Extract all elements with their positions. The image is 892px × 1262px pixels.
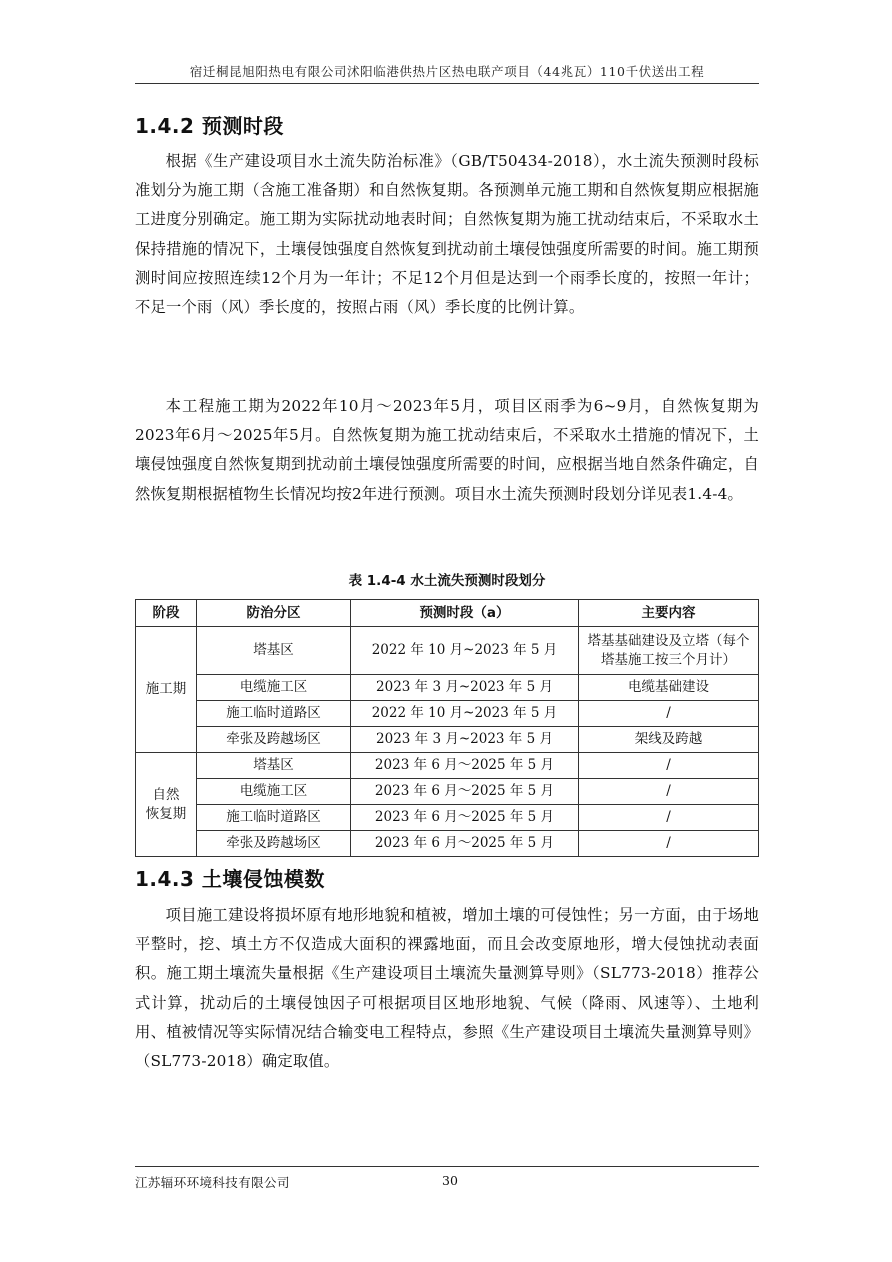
cell-area: 施工临时道路区: [197, 701, 351, 727]
cell-area: 电缆施工区: [197, 779, 351, 805]
table-row: [136, 831, 759, 857]
cell-period: 2022 年 10 月~2023 年 5 月: [351, 701, 579, 727]
cell-content: 电缆基础建设: [579, 675, 759, 701]
header-area: 防治分区: [197, 600, 351, 627]
table-row: [136, 753, 759, 779]
stage-natural-recovery: [136, 753, 197, 857]
table-row: [136, 627, 759, 675]
cell-area: 电缆施工区: [197, 675, 351, 701]
stage-natural-recovery-line2: 恢复期: [145, 805, 187, 822]
stage-construction: 施工期: [136, 627, 197, 753]
page-number: 30: [442, 1173, 458, 1188]
cell-area: 塔基区: [197, 627, 351, 675]
cell-content: /: [579, 701, 759, 727]
paragraph-soil-erosion-modulus: 项目施工建设将损坏原有地形地貌和植被，增加土壤的可侵蚀性；另一方面，由于场地平整时，挖、填土方不仅造成大面积的裸露地面，而且会改变原地形，增大侵蚀扰动表面积。施工期土壤流失量根据《生产建设项目土壤流失量测算导则》（SL773-2018）推荐公式计算，扰动后的土壤侵蚀因子可根据项目区地形地貌、气候（降雨、风速等）、土地利用、植被情况等实际情况结合输变电工程特点，参照《生产建设项目土壤流失量测算导则》（SL773-2018）确定取值。: [135, 906, 759, 1071]
header-content: 主要内容: [579, 600, 759, 627]
table-row: [136, 675, 759, 701]
cell-period: 2023 年 6 月～2025 年 5 月: [351, 753, 579, 779]
page-header: 宿迁桐昆旭阳热电有限公司沭阳临港供热片区热电联产项目（44兆瓦）110千伏送出工程: [189, 64, 705, 79]
footer-company: 江苏辐环环境科技有限公司: [135, 1175, 290, 1190]
cell-content: /: [579, 753, 759, 779]
cell-area: 塔基区: [197, 753, 351, 779]
section-heading-1-4-2: 1.4.2 预测时段: [135, 114, 284, 138]
cell-period: 2022 年 10 月~2023 年 5 月: [351, 627, 579, 675]
stage-natural-recovery-line1: 自然: [152, 786, 180, 803]
cell-area: 施工临时道路区: [197, 805, 351, 831]
cell-content: /: [579, 805, 759, 831]
header-rule: [135, 83, 759, 84]
cell-period: 2023 年 6 月～2025 年 5 月: [351, 805, 579, 831]
paragraph-project-periods: 本工程施工期为2022年10月～2023年5月，项目区雨季为6~9月，自然恢复期为2023年6月～2025年5月。自然恢复期为施工扰动结束后，不采取水土措施的情况下，土壤侵蚀强度自然恢复期到扰动前土壤侵蚀强度所需要的时间，应根据当地自然条件确定，自然恢复期根据植物生长情况均按2年进行预测。项目水土流失预测时段划分详见表1.4-4。: [135, 397, 759, 503]
cell-period: 2023 年 6 月～2025 年 5 月: [351, 779, 579, 805]
cell-content: 塔基基础建设及立塔（每个塔基施工按三个月计）: [579, 627, 759, 675]
cell-content: /: [579, 831, 759, 857]
paragraph-prediction-period-standard: 根据《生产建设项目水土流失防治标准》（GB/T50434-2018），水土流失预测时段标准划分为施工期（含施工准备期）和自然恢复期。各预测单元施工期和自然恢复期应根据施工进度分别确定。施工期为实际扰动地表时间；自然恢复期为施工扰动结束后，不采取水土保持措施的情况下，土壤侵蚀强度自然恢复到扰动前土壤侵蚀强度所需要的时间。施工期预测时间应按照连续12个月为一年计；不足12个月但是达到一个雨季长度的，按照一年计；不足一个雨（风）季长度的，按照占雨（风）季长度的比例计算。: [135, 152, 759, 317]
table-row: [136, 779, 759, 805]
cell-area: 牵张及跨越场区: [197, 727, 351, 753]
cell-period: 2023 年 3 月~2023 年 5 月: [351, 675, 579, 701]
cell-period: 2023 年 6 月～2025 年 5 月: [351, 831, 579, 857]
prediction-period-table: [135, 599, 759, 857]
footer-rule: [135, 1166, 759, 1167]
cell-content: 架线及跨越: [579, 727, 759, 753]
section-heading-1-4-3: 1.4.3 土壤侵蚀模数: [135, 867, 325, 891]
header-period: 预测时段（a）: [351, 600, 579, 627]
cell-content: /: [579, 779, 759, 805]
table-row: [136, 805, 759, 831]
table-row: [136, 701, 759, 727]
header-stage: 阶段: [136, 600, 197, 627]
table-header-row: [136, 600, 759, 627]
table-caption: 表 1.4-4 水土流失预测时段划分: [348, 573, 546, 589]
cell-area: 牵张及跨越场区: [197, 831, 351, 857]
cell-period: 2023 年 3 月~2023 年 5 月: [351, 727, 579, 753]
table-row: [136, 727, 759, 753]
